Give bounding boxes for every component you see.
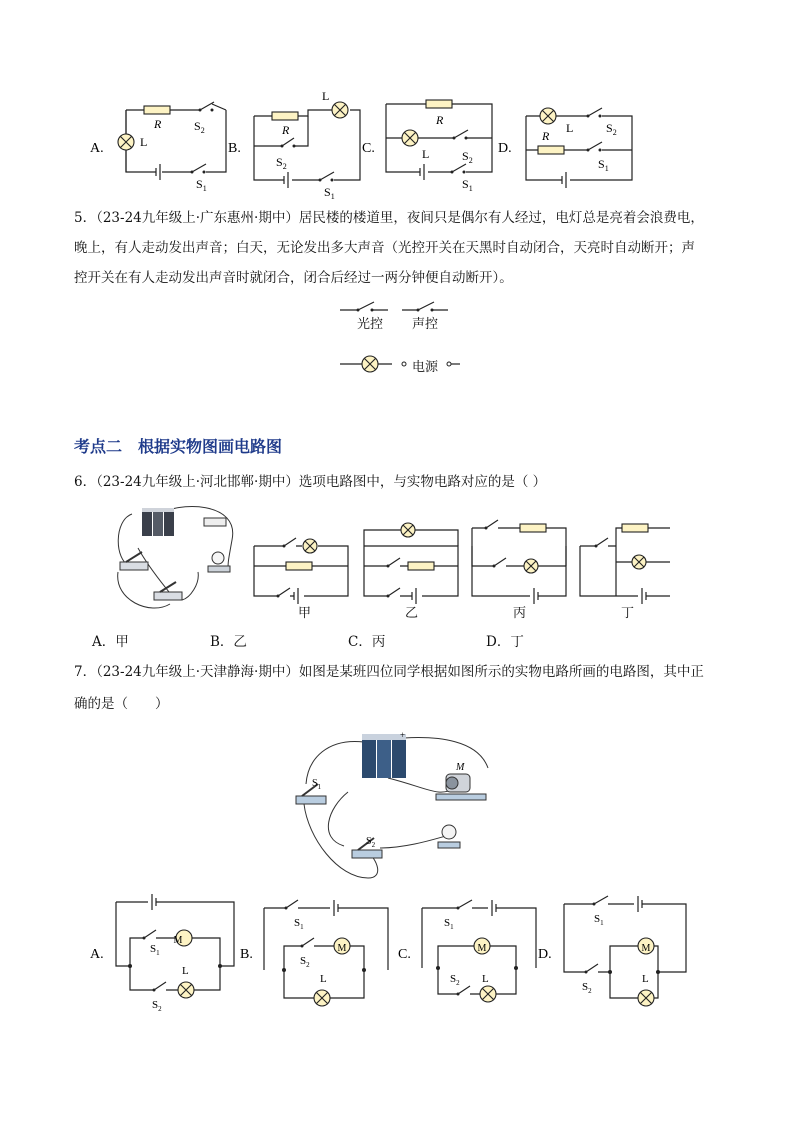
svg-text:L: L <box>566 121 574 135</box>
svg-text:S1: $S_1$ <box>294 917 304 931</box>
svg-text:S1: $S_1$ <box>196 177 207 193</box>
section-heading: 考点二 根据实物图画电路图 <box>74 437 283 456</box>
q6-circuit-bing <box>472 520 566 604</box>
svg-text:M: M <box>641 943 651 954</box>
svg-text:S2: $S_2$ <box>582 981 592 995</box>
q7-circuit-a <box>116 894 234 998</box>
svg-text:C.: C. <box>398 947 411 962</box>
svg-text:M: M <box>477 943 487 954</box>
battery-pack <box>142 508 174 536</box>
q4-option-c-label: C. <box>362 141 375 156</box>
q4-circuits <box>80 88 720 200</box>
q4-option-a-label: A. <box>90 141 104 156</box>
bulb-component <box>438 825 460 848</box>
q6-circuit-yi <box>364 523 458 604</box>
q6-caption-ding: 丁 <box>621 606 635 621</box>
q4-circuit-a <box>118 102 226 193</box>
svg-text:S1: $S_1$ <box>598 157 609 173</box>
svg-text:L: L <box>182 965 189 977</box>
q6-option-d[interactable]: D．丁 <box>486 634 524 650</box>
q6-text: 6．（23-24九年级上·河北邯郸·期中）选项电路图中，与实物电路对应的是（ ） <box>74 474 547 490</box>
q7-circuit-b <box>264 900 388 1006</box>
sound-switch-label: 声控 <box>412 317 439 332</box>
q4-option-b-label: B. <box>228 141 241 156</box>
svg-text:S2: $S_2$ <box>194 119 205 135</box>
power-label: 电源 <box>412 360 439 375</box>
svg-text:S1: $S_1$ <box>462 177 473 193</box>
svg-text:L: L <box>322 89 330 103</box>
svg-text:S2: $S_2$ <box>366 836 376 849</box>
svg-text:S2: $S_2$ <box>152 999 162 1013</box>
svg-text:R: R <box>282 123 290 137</box>
svg-text:M: M <box>337 943 347 954</box>
svg-text:R: R <box>154 117 162 131</box>
svg-text:S1: $S_1$ <box>150 943 160 957</box>
svg-text:S2: $S_2$ <box>450 973 460 987</box>
svg-text:R: R <box>542 129 550 143</box>
q6-caption-yi: 乙 <box>405 606 419 621</box>
q7-physical-circuit <box>288 728 508 884</box>
q6-caption-bing: 丙 <box>513 606 527 621</box>
q5-components <box>336 298 466 380</box>
svg-text:S1: $S_1$ <box>324 185 335 200</box>
q7-line-2: 确的是（ ） <box>74 696 169 712</box>
svg-text:M: M <box>456 762 465 773</box>
resistor <box>144 106 170 114</box>
svg-text:+: + <box>400 730 406 740</box>
svg-text:M: M <box>173 935 183 946</box>
q4-circuit-d <box>526 108 632 188</box>
svg-text:D.: D. <box>538 947 552 962</box>
q6-caption-jia: 甲 <box>298 606 312 621</box>
svg-text:S2: $S_2$ <box>606 121 617 137</box>
q6-option-c[interactable]: C．丙 <box>348 634 386 650</box>
q6-circuit-ding <box>580 524 670 604</box>
svg-text:L: L <box>140 135 148 149</box>
svg-text:S1: $S_1$ <box>312 778 322 791</box>
q6-physical-circuit <box>110 500 244 616</box>
q6-option-a[interactable]: A．甲 <box>92 634 129 650</box>
q5-line-1: 5．（23-24九年级上·广东惠州·期中）居民楼的楼道里，夜间只是偶尔有人经过，电灯总是亮着会浪费电， <box>74 210 704 226</box>
resistor-component <box>204 518 226 526</box>
svg-text:L: L <box>422 147 430 161</box>
battery-pack <box>362 734 406 778</box>
q7-circuit-options <box>88 890 704 1014</box>
svg-text:B.: B. <box>240 947 253 962</box>
q7-line-1: 7．（23-24九年级上·天津静海·期中）如图是某班四位同学根据如图所示的实物电路所画的电路图，其中正 <box>74 664 704 680</box>
svg-text:S2: $S_2$ <box>462 149 473 165</box>
q4-circuit-c <box>386 100 492 193</box>
light-switch-symbol <box>340 302 388 312</box>
lamp-symbol <box>340 356 392 372</box>
svg-text:L: L <box>320 973 327 985</box>
q5-line-3: 控开关在有人走动发出声音时就闭合，闭合后经过一两分钟便自动断开）。 <box>74 270 513 286</box>
q6-circuit-jia <box>254 538 348 604</box>
q4-option-d-label: D. <box>498 141 512 156</box>
bulb-component <box>208 552 230 572</box>
svg-text:L: L <box>642 973 649 985</box>
sound-switch-symbol <box>402 302 448 312</box>
light-switch-label: 光控 <box>357 317 384 332</box>
svg-text:L: L <box>482 973 489 985</box>
q5-line-2: 晚上，有人走动发出声音；白天，无论发出多大声音（光控开关在天黑时自动闭合，天亮时自动断开；声 <box>74 240 695 256</box>
q6-option-b[interactable]: B．乙 <box>210 634 247 650</box>
svg-text:R: R <box>436 113 444 127</box>
motor-component <box>436 774 486 800</box>
svg-text:S2: $S_2$ <box>300 955 310 969</box>
switch-s1 <box>296 784 326 804</box>
q6-circuit-options <box>250 516 670 620</box>
q4-circuit-b <box>254 89 360 200</box>
svg-text:A.: A. <box>90 947 104 962</box>
svg-text:S1: $S_1$ <box>444 917 454 931</box>
svg-text:S1: $S_1$ <box>594 913 604 927</box>
svg-text:S2: $S_2$ <box>276 155 287 171</box>
